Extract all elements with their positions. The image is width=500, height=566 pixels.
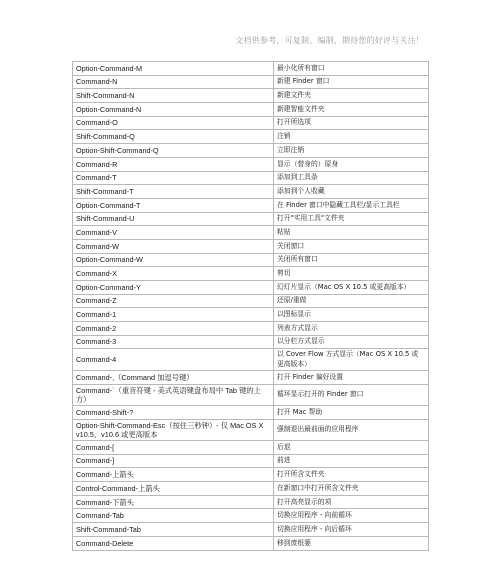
shortcut-description-cell: 后退 [274,441,429,455]
table-row [73,144,429,158]
shortcut-description-cell: 打开高亮显示的项 [274,495,429,509]
table-row [73,226,429,240]
shortcut-description-cell: 以分栏方式显示 [274,335,429,349]
shortcut-description-cell: 新建智能文件夹 [274,103,429,117]
table-row [73,185,429,199]
table-row [73,89,429,103]
shortcut-description-cell: 循环显示打开的 Finder 窗口 [274,384,429,405]
table-row [73,239,429,253]
table-row [73,441,429,455]
shortcut-description-cell: 打开所含文件夹 [274,468,429,482]
shortcut-description-cell: 关闭窗口 [274,239,429,253]
shortcut-keys-cell: Command-,（Command 加逗号键） [73,370,274,384]
table-row [73,267,429,281]
shortcut-description-cell: 打开 Finder 偏好设置 [274,370,429,384]
shortcut-keys-cell: Command-[ [73,441,274,455]
shortcut-keys-cell: Option-Command-N [73,103,274,117]
table-row [73,281,429,295]
shortcut-keys-cell: Command-1 [73,308,274,322]
table-row [73,536,429,550]
shortcut-description-cell: 打开所选项 [274,116,429,130]
shortcut-keys-cell: Shift-Command-Q [73,130,274,144]
shortcut-keys-cell: Shift-Command-T [73,185,274,199]
table-row [73,212,429,226]
table-row [73,308,429,322]
shortcut-keys-cell: Command-V [73,226,274,240]
shortcut-keys-cell: Command-Delete [73,536,274,550]
shortcut-description-cell: 幻灯片显示（Mac OS X 10.5 或更高版本） [274,281,429,295]
table-row [73,349,429,370]
shortcut-description-cell: 新建 Finder 窗口 [274,75,429,89]
shortcut-description-cell: 注销 [274,130,429,144]
shortcut-keys-cell: Command-X [73,267,274,281]
shortcut-description-cell: 以 Cover Flow 方式显示（Mac OS X 10.5 或更高版本） [274,349,429,370]
table-row [73,62,429,76]
shortcut-keys-cell: Option-Command-T [73,198,274,212]
table-row [73,384,429,405]
table-row [73,335,429,349]
shortcut-keys-cell: Option-Command-M [73,62,274,76]
shortcut-description-cell: 关闭所有窗口 [274,253,429,267]
table-row [73,405,429,419]
table-row [73,116,429,130]
table-row [73,253,429,267]
shortcut-description-cell: 列表方式显示 [274,322,429,336]
shortcut-description-cell: 最小化所有窗口 [274,62,429,76]
table-row [73,370,429,384]
shortcut-description-cell: 移到废纸篓 [274,536,429,550]
table-row [73,509,429,523]
shortcut-description-cell: 打开"实用工具"文件夹 [274,212,429,226]
shortcut-description-cell: 剪切 [274,267,429,281]
shortcut-description-cell: 立即注销 [274,144,429,158]
shortcut-keys-cell: Command-N [73,75,274,89]
shortcut-description-cell: 切换应用程序 - 向后循环 [274,523,429,537]
shortcut-keys-cell: Command-2 [73,322,274,336]
table-row [73,171,429,185]
shortcut-keys-cell: Command-3 [73,335,274,349]
shortcut-keys-cell: Command-Shift-? [73,405,274,419]
shortcut-table-body [73,62,429,551]
table-row [73,523,429,537]
shortcut-keys-cell: Command-下箭头 [73,495,274,509]
shortcut-description-cell: 前进 [274,454,429,468]
shortcut-description-cell: 切换应用程序 - 向前循环 [274,509,429,523]
table-row [73,322,429,336]
shortcut-description-cell: 打开 Mac 帮助 [274,405,429,419]
shortcut-description-cell: 添加到工具条 [274,171,429,185]
shortcut-description-cell: 粘贴 [274,226,429,240]
table-row [73,454,429,468]
shortcut-description-cell: 以图标显示 [274,308,429,322]
shortcut-description-cell: 添加到个人收藏 [274,185,429,199]
shortcut-keys-cell: Option-Shift-Command-Esc（按住三秒钟）- 仅 Mac OS X v10.5、v10.6 或更高版本 [73,419,274,440]
shortcut-description-cell: 显示（替身的）原身 [274,157,429,171]
table-row [73,468,429,482]
table-row [73,419,429,440]
shortcut-keys-cell: Shift-Command-Tab [73,523,274,537]
table-row [73,495,429,509]
shortcut-description-cell: 强制退出最前面的应用程序 [274,419,429,440]
shortcut-keys-cell: Command-`（重音符键 - 美式英语键盘布局中 Tab 键的上方） [73,384,274,405]
table-row [73,75,429,89]
shortcut-keys-cell: Control-Command-上箭头 [73,482,274,496]
table-row [73,294,429,308]
shortcut-description-cell: 新建文件夹 [274,89,429,103]
shortcut-table [72,61,429,551]
shortcut-keys-cell: Command-W [73,239,274,253]
shortcut-keys-cell: Command-] [73,454,274,468]
shortcut-keys-cell: Command-O [73,116,274,130]
shortcut-keys-cell: Command-Tab [73,509,274,523]
shortcut-description-cell: 在新窗口中打开所含文件夹 [274,482,429,496]
shortcut-keys-cell: Shift-Command-N [73,89,274,103]
table-row [73,198,429,212]
table-row [73,130,429,144]
table-row [73,482,429,496]
shortcut-keys-cell: Command-R [73,157,274,171]
shortcut-keys-cell: Command-Z [73,294,274,308]
header-note: 文档供参考，可复制、编制，期待您的好评与关注！ [235,36,424,45]
shortcut-keys-cell: Command-4 [73,349,274,370]
shortcut-description-cell: 还原/重做 [274,294,429,308]
shortcut-keys-cell: Shift-Command-U [73,212,274,226]
shortcut-description-cell: 在 Finder 窗口中隐藏工具栏/显示工具栏 [274,198,429,212]
shortcut-keys-cell: Option-Command-Y [73,281,274,295]
shortcut-keys-cell: Option-Shift-Command-Q [73,144,274,158]
shortcut-keys-cell: Command-上箭头 [73,468,274,482]
shortcut-keys-cell: Command-T [73,171,274,185]
table-row [73,157,429,171]
shortcut-keys-cell: Option-Command-W [73,253,274,267]
table-row [73,103,429,117]
